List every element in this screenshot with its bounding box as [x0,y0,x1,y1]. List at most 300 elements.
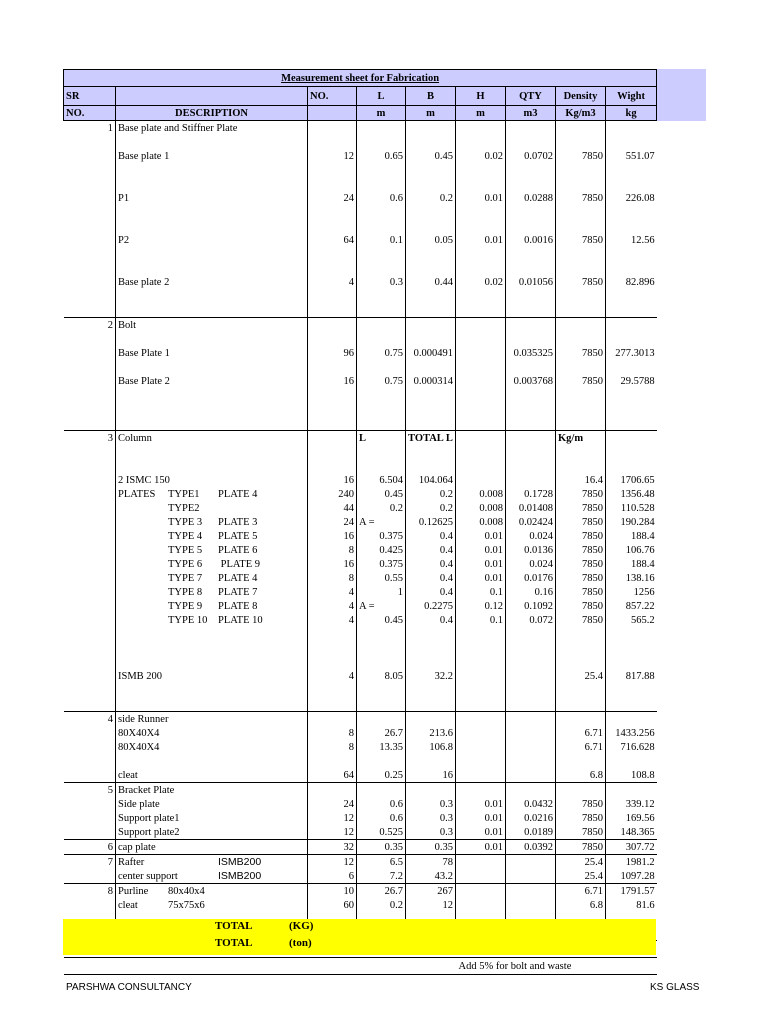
table-cell [606,627,657,641]
table-row [64,177,657,191]
table-cell [308,135,357,149]
section-title: Column [116,431,308,446]
table-cell [308,958,357,975]
table-cell [64,247,116,261]
cell-qty [506,898,556,912]
table-cell [506,712,556,727]
table-cell [116,655,308,669]
total-band [63,919,656,955]
table-cell [357,205,406,219]
unit-b: m [406,106,456,121]
table-cell [64,332,116,346]
table-row [64,571,657,585]
height [456,740,506,754]
table-cell [64,557,116,571]
table-cell [116,697,308,712]
table-cell: TOTAL L [406,431,456,446]
qty-no: 64 [308,233,357,247]
quantity [506,768,556,783]
plates-label: PLATES [118,488,156,500]
table-cell [456,683,506,697]
table-row [64,388,657,402]
density: 7850 [556,346,606,360]
table-cell [506,332,556,346]
cell-density: 6.71 [556,884,606,899]
description [116,543,308,557]
table-row [64,543,657,557]
table-cell [406,360,456,374]
length: 0.65 [357,149,406,163]
cell-l: 0.375 [357,529,406,543]
table-cell [357,402,406,416]
length: 0.525 [357,825,406,840]
table-cell [606,303,657,318]
table-cell [64,205,116,219]
weight: 551.07 [606,149,657,163]
table-row [64,318,657,333]
plate-ref: PLATE 5 [218,530,258,542]
cell-h [456,898,506,912]
table-row [64,726,657,740]
unit-qty: m3 [506,106,556,121]
cell-l: 26.7 [357,884,406,899]
table-row [64,655,657,669]
cell-qty: 0.1092 [506,599,556,613]
table-row [64,501,657,515]
cell-l: 0.375 [357,557,406,571]
table-cell [556,388,606,402]
cell-weight: 857.22 [606,599,657,613]
description [116,884,308,899]
table-cell [606,205,657,219]
plate-ref: PLATE 6 [218,544,258,556]
density: 7850 [556,374,606,388]
section-title: Bolt [116,318,308,333]
description: Support plate2 [116,825,308,840]
description: ISMB 200 [116,669,308,683]
cell-no: 6 [308,869,357,884]
table-cell [456,318,506,333]
table-cell [357,163,406,177]
description [116,529,308,543]
header-h: H [456,87,506,106]
cell-qty: 0.0176 [506,571,556,585]
table-cell [406,121,456,136]
table-cell [357,754,406,768]
table-cell [64,303,116,318]
table-cell [64,754,116,768]
weight: 108.8 [606,768,657,783]
table-cell [357,712,406,727]
table-cell [64,473,116,487]
description: P1 [116,191,308,205]
sr-no: 8 [107,885,113,897]
cell-density: 7850 [556,543,606,557]
qty-no: 4 [308,275,357,289]
cell-weight: 1791.57 [606,884,657,899]
table-cell [308,318,357,333]
cell-l: 0.425 [357,543,406,557]
table-cell [64,191,116,205]
table-cell [606,247,657,261]
density: 7850 [556,811,606,825]
cell-weight: 81.6 [606,898,657,912]
cell-b: 12 [406,898,456,912]
table-cell [506,318,556,333]
table-cell [506,683,556,697]
table-cell [64,402,116,416]
table-cell [308,459,357,473]
table-cell [64,697,116,712]
table-row [64,205,657,219]
height: 0.01 [456,191,506,205]
table-row [64,149,657,163]
cell-l: 0.55 [357,571,406,585]
table-cell [64,416,116,431]
table-cell [556,360,606,374]
breadth: 0.3 [406,811,456,825]
breadth: 106.8 [406,740,456,754]
table-cell [64,233,116,247]
table-cell [357,318,406,333]
weight: 12.56 [606,233,657,247]
table-cell [506,177,556,191]
cell-b: 267 [406,884,456,899]
cell-no: 8 [308,543,357,557]
qty-no: 8 [308,726,357,740]
table-cell [406,163,456,177]
cell-qty [506,855,556,870]
table-row [64,247,657,261]
table-cell [606,683,657,697]
table-cell [556,163,606,177]
cell-l: 0.45 [357,613,406,627]
table-cell [406,402,456,416]
table-cell [64,869,116,884]
plate-type: TYPE 5 [168,544,203,556]
quantity: 0.0392 [506,840,556,855]
breadth: 32.2 [406,669,456,683]
plate-type: TYPE 7 [168,572,203,584]
table-cell: L [357,431,406,446]
cell-density: 7850 [556,529,606,543]
cell-b: 0.12625 [406,515,456,529]
weight: 1433.256 [606,726,657,740]
height [456,669,506,683]
height: 0.02 [456,275,506,289]
table-row [64,697,657,712]
cell-no: 8 [308,571,357,585]
description [116,585,308,599]
table-row [64,431,657,446]
table-cell [406,303,456,318]
table-row [64,233,657,247]
table-row [64,275,657,289]
table-row [64,613,657,627]
cell-qty: 0.024 [506,529,556,543]
breadth: 0.2 [406,191,456,205]
height [456,768,506,783]
header-qty: QTY [506,87,556,106]
table-cell [556,318,606,333]
cell-density: 7850 [556,585,606,599]
table-cell [556,303,606,318]
breadth: 0.05 [406,233,456,247]
table-cell [506,135,556,149]
table-cell [357,121,406,136]
cell-qty [506,869,556,884]
table-row [64,884,657,899]
cell-density: 7850 [556,571,606,585]
description: Base plate 2 [116,275,308,289]
cell-qty: 0.024 [506,557,556,571]
total-ton-label: TOTAL [215,937,253,949]
table-cell [606,445,657,459]
cell-no: 12 [308,855,357,870]
sr-no: 3 [107,432,113,444]
table-cell [606,712,657,727]
length: 13.35 [357,740,406,754]
table-cell [556,416,606,431]
table-row [64,332,657,346]
cell-no: 4 [308,585,357,599]
table-cell [64,613,116,627]
density: 25.4 [556,669,606,683]
cell-weight: 188.4 [606,557,657,571]
table-cell [406,641,456,655]
table-row [64,811,657,825]
table-cell [456,121,506,136]
cell-b: 0.2275 [406,599,456,613]
density: 6.71 [556,726,606,740]
table-cell [556,219,606,233]
length: 6.504 [357,473,406,487]
height [456,473,506,487]
weight: 169.56 [606,811,657,825]
table-cell [116,303,308,318]
table-cell [606,402,657,416]
table-cell [64,149,116,163]
table-cell [357,958,406,975]
table-cell [506,121,556,136]
table-cell [406,459,456,473]
cell-qty: 0.16 [506,585,556,599]
density: 6.71 [556,740,606,754]
table-cell [506,219,556,233]
qty-no: 12 [308,825,357,840]
table-cell [357,289,406,303]
density: 7850 [556,797,606,811]
weight: 29.5788 [606,374,657,388]
cell-weight: 565.2 [606,613,657,627]
footer-client: KS GLASS [650,982,700,993]
description [116,515,308,529]
table-row [64,416,657,431]
table-cell [116,332,308,346]
table-cell [606,163,657,177]
table-row [64,121,657,136]
breadth: 0.000314 [406,374,456,388]
table-cell [64,346,116,360]
description [116,898,308,912]
item-name: Rafter [118,856,145,868]
cell-no: 4 [308,599,357,613]
height: 0.01 [456,825,506,840]
length: 0.25 [357,768,406,783]
table-cell [556,683,606,697]
table-cell [116,247,308,261]
table-cell [406,332,456,346]
table-cell [116,388,308,402]
cell-density: 6.8 [556,898,606,912]
length: 8.05 [357,669,406,683]
cell-weight: 110.528 [606,501,657,515]
table-row [64,303,657,318]
density: 7850 [556,275,606,289]
table-cell [556,641,606,655]
quantity: 0.0432 [506,797,556,811]
description [116,571,308,585]
table-cell [506,416,556,431]
cell-weight: 188.4 [606,529,657,543]
cell-b: 0.4 [406,557,456,571]
cell-no: 60 [308,898,357,912]
table-cell [406,318,456,333]
table-cell [606,261,657,275]
table-cell [456,431,506,446]
cell-density: 25.4 [556,869,606,884]
table-cell [64,811,116,825]
table-row [64,529,657,543]
density: 16.4 [556,473,606,487]
table-cell [406,135,456,149]
table-cell [357,459,406,473]
breadth: 16 [406,768,456,783]
cell-qty: 0.072 [506,613,556,627]
table-row [64,585,657,599]
length: 0.6 [357,191,406,205]
table-cell [116,205,308,219]
table-cell [357,388,406,402]
table-cell [308,445,357,459]
qty-no: 8 [308,740,357,754]
table-row [64,289,657,303]
quantity [506,669,556,683]
qty-no: 96 [308,346,357,360]
height: 0.01 [456,811,506,825]
table-cell [116,445,308,459]
table-cell [406,697,456,712]
quantity: 0.0702 [506,149,556,163]
table-cell [64,360,116,374]
unit-density: Kg/m3 [556,106,606,121]
height [456,726,506,740]
table-cell [406,289,456,303]
table-cell [506,163,556,177]
header-fill [656,69,706,121]
qty-no: 32 [308,840,357,855]
weight: 148.365 [606,825,657,840]
table-cell [64,275,116,289]
header-weight: Wight [606,87,657,106]
description: Base Plate 2 [116,374,308,388]
table-row [64,135,657,149]
table-cell [556,332,606,346]
qty-no: 12 [308,149,357,163]
table-cell [406,783,456,798]
cell-h: 0.01 [456,543,506,557]
measurement-table [63,69,657,975]
item-name: Purline [118,885,149,897]
description: Base Plate 1 [116,346,308,360]
length: 0.3 [357,275,406,289]
table-cell [308,402,357,416]
plate-ref: PLATE 8 [218,600,258,612]
table-cell [357,135,406,149]
table-cell [116,163,308,177]
table-row [64,797,657,811]
sr-no: 5 [107,784,113,796]
total-kg-unit: (KG) [289,920,314,932]
table-cell [64,627,116,641]
table-cell [308,655,357,669]
table-cell [64,655,116,669]
table-cell [357,445,406,459]
table-row [64,346,657,360]
density: 7850 [556,191,606,205]
table-cell [606,360,657,374]
table-cell [556,459,606,473]
quantity: 0.01056 [506,275,556,289]
table-cell [116,683,308,697]
height: 0.01 [456,233,506,247]
description [116,855,308,870]
table-cell [308,303,357,318]
table-cell [406,627,456,641]
table-cell [64,487,116,501]
unit-weight: kg [606,106,657,121]
table-cell [506,754,556,768]
total-kg-label: TOTAL [215,920,253,932]
table-cell [116,641,308,655]
table-cell [456,289,506,303]
cell-h: 0.008 [456,487,506,501]
table-cell [308,177,357,191]
table-row [64,360,657,374]
item-spec: ISMB200 [218,869,262,882]
table-cell [308,697,357,712]
table-cell [116,135,308,149]
cell-weight: 1256 [606,585,657,599]
table-cell [606,121,657,136]
cell-h: 0.1 [456,613,506,627]
table-cell [64,768,116,783]
table-cell [556,402,606,416]
cell-weight: 138.16 [606,571,657,585]
cell-l: 0.2 [357,898,406,912]
table-cell [456,205,506,219]
table-cell [406,445,456,459]
measurement-sheet [63,69,656,975]
cell-h: 0.008 [456,501,506,515]
table-cell [456,697,506,712]
table-row [64,599,657,613]
plate-ref: PLATE 4 [218,488,258,500]
table-cell [64,825,116,840]
table-cell [357,177,406,191]
density: 6.8 [556,768,606,783]
description: Side plate [116,797,308,811]
